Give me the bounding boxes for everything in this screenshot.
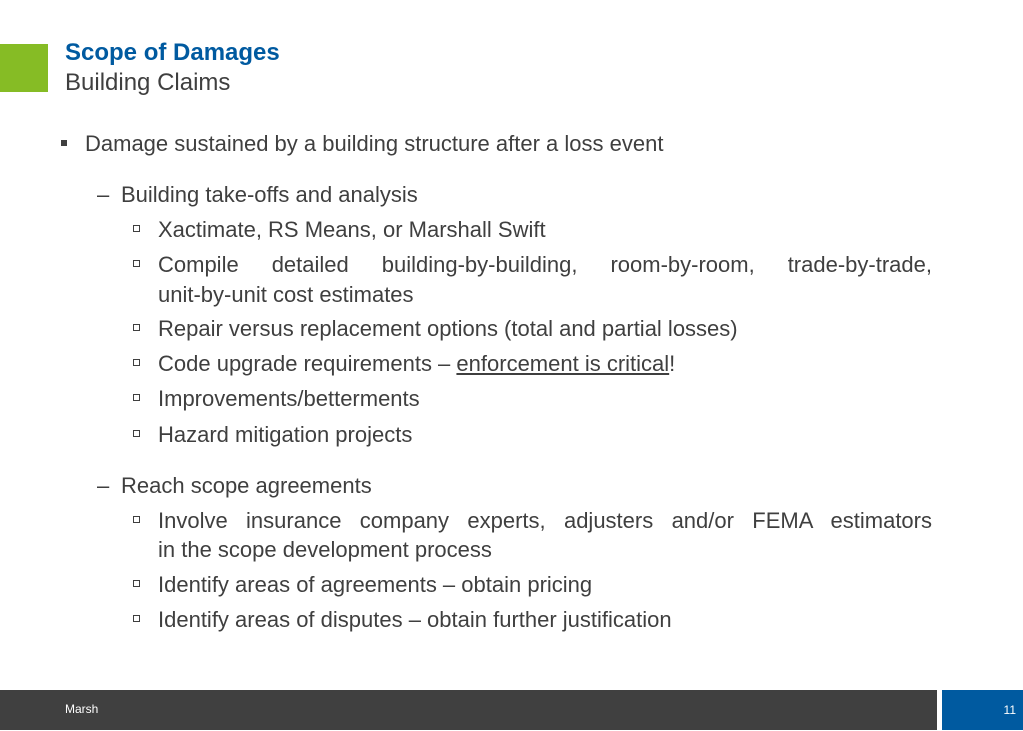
list-item-continuation: in the scope development process [158, 537, 492, 562]
main-bullet-text: Damage sustained by a building structure after a loss event [85, 131, 664, 156]
list-item-continuation: unit-by-unit cost estimates [158, 282, 414, 307]
open-square-bullet-icon [133, 260, 140, 267]
section2-heading: Reach scope agreements [121, 473, 372, 498]
open-square-bullet-icon [133, 516, 140, 523]
list-item: Involve insurance company experts, adjusters and/or FEMA estimators [158, 508, 932, 533]
open-square-bullet-icon [133, 430, 140, 437]
open-square-bullet-icon [133, 225, 140, 232]
open-square-bullet-icon [133, 324, 140, 331]
exclamation-text: ! [669, 351, 676, 376]
list-item: Repair versus replacement options (total and partial losses) [158, 316, 738, 341]
square-bullet-icon [61, 140, 67, 146]
list-item: Improvements/betterments [158, 386, 420, 411]
dash-bullet: – [97, 182, 110, 207]
open-square-bullet-icon [133, 394, 140, 401]
open-square-bullet-icon [133, 580, 140, 587]
list-item: Hazard mitigation projects [158, 422, 413, 447]
section1-heading: Building take-offs and analysis [121, 182, 418, 207]
dash-bullet: – [97, 473, 110, 498]
footer-company: Marsh [65, 702, 99, 716]
slide-subtitle: Building Claims [65, 69, 231, 96]
open-square-bullet-icon [133, 359, 140, 366]
open-square-bullet-icon [133, 615, 140, 622]
page-number: 11 [1003, 703, 1016, 717]
accent-square [0, 44, 48, 92]
footer-bar [0, 690, 937, 730]
slide-title: Scope of Damages [65, 39, 280, 66]
enforcement-critical-text: enforcement is critical [456, 351, 670, 376]
list-item: Identify areas of disputes – obtain further justification [158, 607, 672, 632]
code-upgrade-text: Code upgrade requirements – [158, 351, 457, 376]
list-item [158, 351, 675, 377]
list-item: Identify areas of agreements – obtain pricing [158, 572, 593, 597]
list-item: Xactimate, RS Means, or Marshall Swift [158, 217, 546, 242]
list-item: Compile detailed building-by-building, room-by-room, trade-by-trade, [158, 252, 932, 277]
